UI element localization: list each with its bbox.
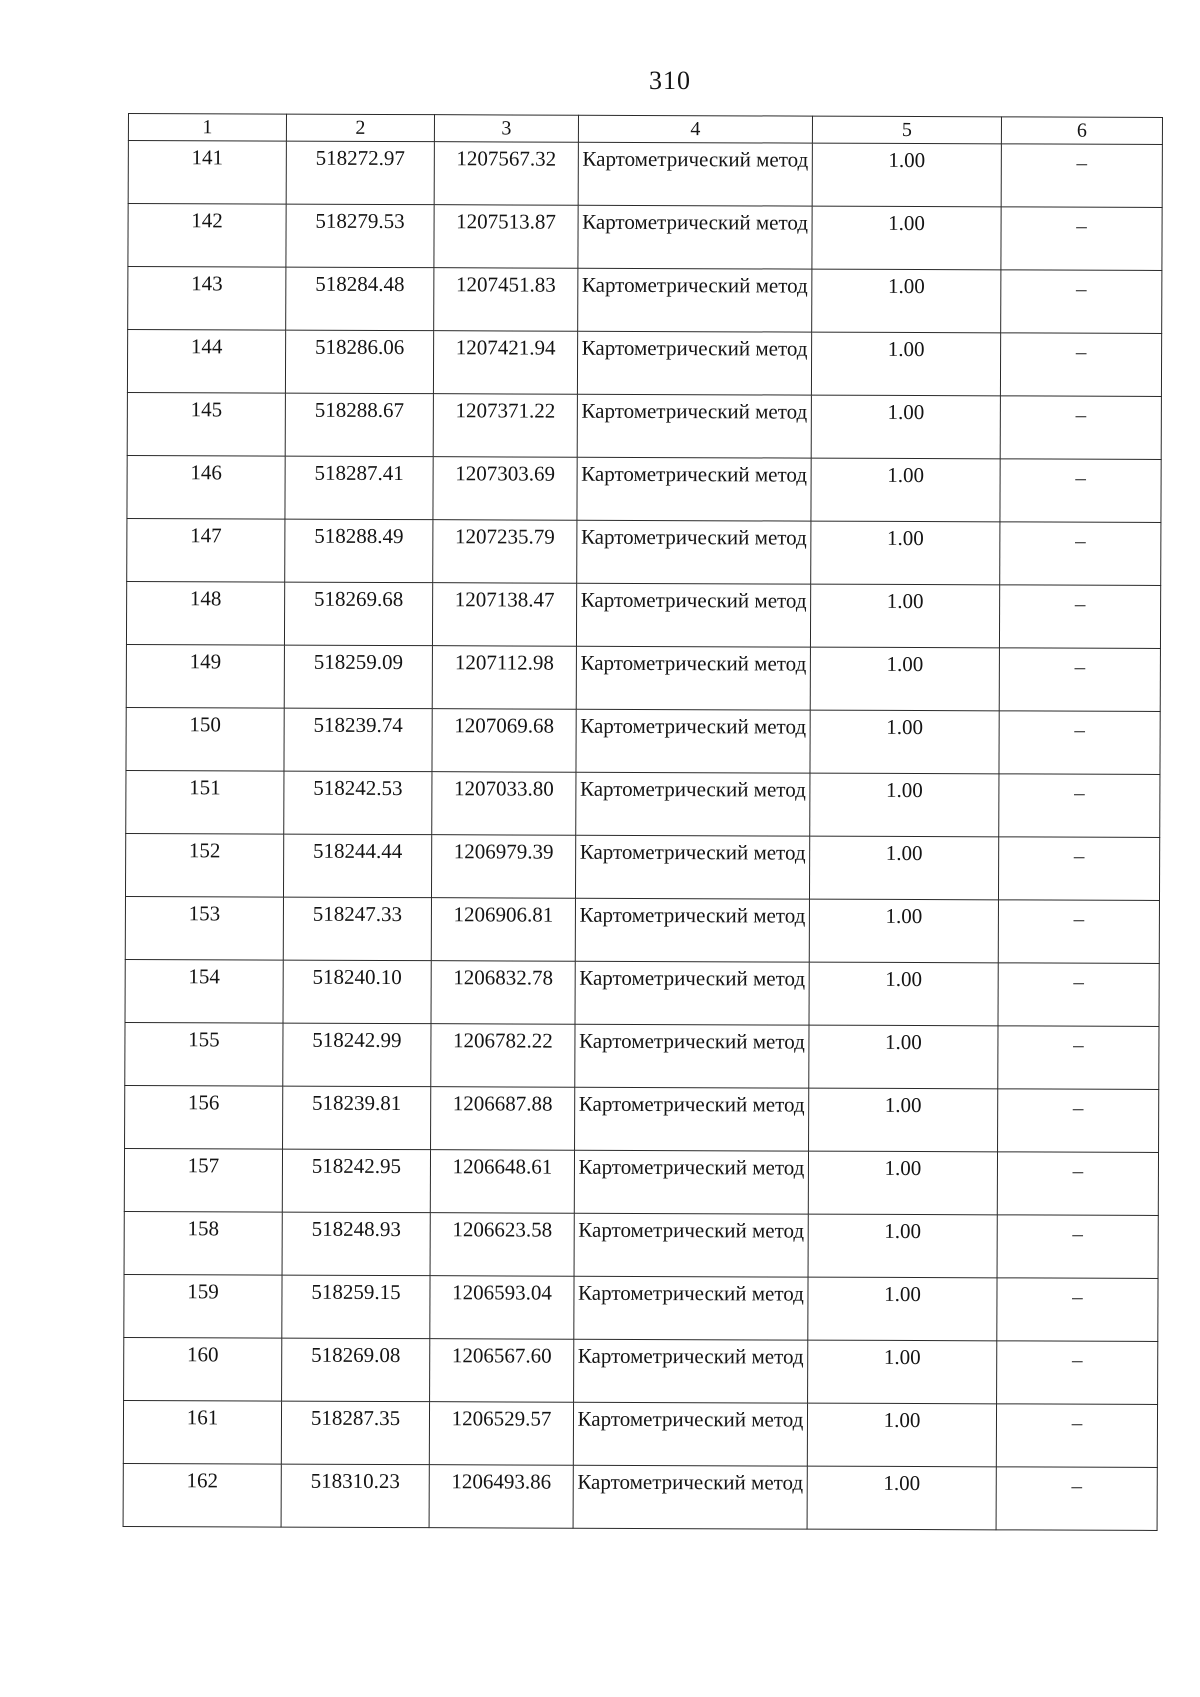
note-cell: – — [998, 1026, 1159, 1090]
accuracy-cell: 1.00 — [809, 1025, 998, 1089]
table-row — [128, 267, 1162, 334]
accuracy-cell: 1.00 — [810, 584, 999, 648]
point-number-cell: 141 — [128, 141, 286, 205]
accuracy-cell: 1.00 — [809, 899, 998, 963]
column-header-3: 3 — [434, 115, 578, 143]
note-cell: – — [997, 1341, 1158, 1405]
method-cell: Картометрический метод — [577, 457, 811, 521]
y-coordinate-cell: 1206979.39 — [431, 835, 575, 899]
x-coordinate-cell: 518287.41 — [285, 456, 433, 520]
table-row — [125, 1022, 1159, 1089]
table-row — [125, 896, 1159, 963]
note-cell: – — [997, 1152, 1158, 1216]
y-coordinate-cell: 1206493.86 — [429, 1465, 573, 1529]
accuracy-cell: 1.00 — [810, 773, 999, 837]
point-number-cell: 152 — [125, 833, 283, 897]
note-cell: – — [997, 1278, 1158, 1342]
table-row — [127, 392, 1161, 459]
method-cell: Картометрический метод — [577, 520, 811, 584]
accuracy-cell: 1.00 — [812, 206, 1001, 270]
x-coordinate-cell: 518239.74 — [284, 708, 432, 772]
method-cell: Картометрический метод — [575, 1024, 809, 1088]
method-cell: Картометрический метод — [575, 835, 809, 899]
x-coordinate-cell: 518288.67 — [285, 393, 433, 457]
point-number-cell: 157 — [124, 1148, 282, 1212]
note-cell: – — [1000, 459, 1161, 523]
coordinates-table — [123, 113, 1163, 1531]
point-number-cell: 144 — [127, 330, 285, 394]
accuracy-cell: 1.00 — [808, 1340, 997, 1404]
x-coordinate-cell: 518259.09 — [284, 645, 432, 709]
point-number-cell: 151 — [126, 770, 284, 834]
table-row — [126, 770, 1160, 837]
method-cell: Картометрический метод — [578, 205, 812, 269]
column-header-5: 5 — [812, 116, 1001, 144]
x-coordinate-cell: 518242.53 — [284, 771, 432, 835]
note-cell: – — [998, 1089, 1159, 1153]
note-cell: – — [996, 1404, 1157, 1468]
table-row — [128, 204, 1162, 271]
y-coordinate-cell: 1207513.87 — [434, 205, 578, 269]
point-number-cell: 150 — [126, 707, 284, 771]
x-coordinate-cell: 518248.93 — [282, 1212, 430, 1276]
y-coordinate-cell: 1206782.22 — [431, 1024, 575, 1088]
coordinates-table-wrapper — [123, 113, 1162, 1531]
accuracy-cell: 1.00 — [808, 1277, 997, 1341]
point-number-cell: 145 — [127, 392, 285, 456]
method-cell: Картометрический метод — [576, 646, 810, 710]
point-number-cell: 159 — [124, 1274, 282, 1338]
note-cell: – — [1001, 207, 1162, 271]
x-coordinate-cell: 518287.35 — [281, 1401, 429, 1465]
point-number-cell: 158 — [124, 1211, 282, 1275]
method-cell: Картометрический метод — [575, 1087, 809, 1151]
note-cell: – — [1000, 396, 1161, 460]
y-coordinate-cell: 1206593.04 — [430, 1276, 574, 1340]
table-row — [123, 1400, 1157, 1467]
method-cell: Картометрический метод — [575, 961, 809, 1025]
table-row — [126, 644, 1160, 711]
x-coordinate-cell: 518284.48 — [286, 267, 434, 331]
accuracy-cell: 1.00 — [807, 1403, 996, 1467]
method-cell: Картометрический метод — [576, 772, 810, 836]
point-number-cell: 155 — [125, 1022, 283, 1086]
note-cell: – — [998, 900, 1159, 964]
table-row — [124, 1337, 1158, 1404]
y-coordinate-cell: 1207303.69 — [433, 457, 577, 521]
point-number-cell: 161 — [123, 1400, 281, 1464]
note-cell: – — [998, 963, 1159, 1027]
accuracy-cell: 1.00 — [808, 1151, 997, 1215]
y-coordinate-cell: 1206623.58 — [430, 1213, 574, 1277]
method-cell: Картометрический метод — [574, 1213, 808, 1277]
accuracy-cell: 1.00 — [809, 1088, 998, 1152]
point-number-cell: 154 — [125, 959, 283, 1023]
method-cell: Картометрический метод — [578, 268, 812, 332]
method-cell: Картометрический метод — [574, 1276, 808, 1340]
x-coordinate-cell: 518288.49 — [285, 519, 433, 583]
table-header-row — [128, 114, 1162, 145]
note-cell: – — [999, 774, 1160, 838]
y-coordinate-cell: 1207567.32 — [434, 142, 578, 206]
x-coordinate-cell: 518286.06 — [285, 330, 433, 394]
y-coordinate-cell: 1207421.94 — [433, 331, 577, 395]
x-coordinate-cell: 518259.15 — [282, 1275, 430, 1339]
table-row — [126, 581, 1160, 648]
note-cell: – — [996, 1467, 1157, 1531]
accuracy-cell: 1.00 — [810, 710, 999, 774]
x-coordinate-cell: 518279.53 — [286, 204, 434, 268]
column-header-4: 4 — [578, 115, 812, 143]
y-coordinate-cell: 1206648.61 — [430, 1150, 574, 1214]
accuracy-cell: 1.00 — [810, 647, 999, 711]
x-coordinate-cell: 518242.99 — [283, 1023, 431, 1087]
point-number-cell: 153 — [125, 896, 283, 960]
table-row — [125, 1085, 1159, 1152]
x-coordinate-cell: 518269.08 — [282, 1338, 430, 1402]
table-row — [124, 1148, 1158, 1215]
y-coordinate-cell: 1207112.98 — [432, 646, 576, 710]
method-cell: Картометрический метод — [578, 142, 812, 206]
accuracy-cell: 1.00 — [811, 458, 1000, 522]
accuracy-cell: 1.00 — [811, 332, 1000, 396]
table-row — [125, 959, 1159, 1026]
table-row — [126, 707, 1160, 774]
y-coordinate-cell: 1207235.79 — [433, 520, 577, 584]
note-cell: – — [1000, 333, 1161, 397]
x-coordinate-cell: 518239.81 — [283, 1086, 431, 1150]
method-cell: Картометрический метод — [576, 583, 810, 647]
accuracy-cell: 1.00 — [812, 269, 1001, 333]
method-cell: Картометрический метод — [573, 1402, 807, 1466]
point-number-cell: 162 — [123, 1463, 281, 1527]
note-cell: – — [998, 837, 1159, 901]
x-coordinate-cell: 518272.97 — [286, 141, 434, 205]
note-cell: – — [999, 711, 1160, 775]
point-number-cell: 148 — [126, 581, 284, 645]
note-cell: – — [997, 1215, 1158, 1279]
column-header-2: 2 — [286, 114, 434, 142]
accuracy-cell: 1.00 — [808, 1214, 997, 1278]
y-coordinate-cell: 1207138.47 — [432, 583, 576, 647]
table-row — [127, 518, 1161, 585]
method-cell: Картометрический метод — [574, 1339, 808, 1403]
column-header-6: 6 — [1001, 117, 1162, 145]
method-cell: Картометрический метод — [574, 1150, 808, 1214]
table-row — [124, 1274, 1158, 1341]
x-coordinate-cell: 518240.10 — [283, 960, 431, 1024]
table-row — [127, 455, 1161, 522]
note-cell: – — [999, 585, 1160, 649]
table-row — [123, 1463, 1157, 1530]
y-coordinate-cell: 1207033.80 — [432, 772, 576, 836]
column-header-1: 1 — [128, 114, 286, 142]
y-coordinate-cell: 1206906.81 — [431, 898, 575, 962]
note-cell: – — [999, 648, 1160, 712]
table-row — [124, 1211, 1158, 1278]
accuracy-cell: 1.00 — [807, 1466, 996, 1530]
y-coordinate-cell: 1207069.68 — [432, 709, 576, 773]
point-number-cell: 146 — [127, 455, 285, 519]
x-coordinate-cell: 518247.33 — [283, 897, 431, 961]
page-number: 310 — [649, 66, 691, 95]
y-coordinate-cell: 1206832.78 — [431, 961, 575, 1025]
method-cell: Картометрический метод — [577, 331, 811, 395]
method-cell: Картометрический метод — [577, 394, 811, 458]
table-body — [123, 141, 1162, 1531]
y-coordinate-cell: 1206529.57 — [429, 1402, 573, 1466]
method-cell: Картометрический метод — [576, 709, 810, 773]
x-coordinate-cell: 518242.95 — [282, 1149, 430, 1213]
method-cell: Картометрический метод — [573, 1465, 807, 1529]
accuracy-cell: 1.00 — [809, 962, 998, 1026]
point-number-cell: 160 — [124, 1337, 282, 1401]
table-row — [128, 141, 1162, 208]
y-coordinate-cell: 1206687.88 — [431, 1087, 575, 1151]
point-number-cell: 156 — [125, 1085, 283, 1149]
table-row — [125, 833, 1159, 900]
point-number-cell: 147 — [127, 518, 285, 582]
accuracy-cell: 1.00 — [811, 521, 1000, 585]
point-number-cell: 143 — [128, 267, 286, 331]
accuracy-cell: 1.00 — [812, 143, 1001, 207]
x-coordinate-cell: 518244.44 — [283, 834, 431, 898]
note-cell: – — [1001, 144, 1162, 208]
point-number-cell: 149 — [126, 644, 284, 708]
point-number-cell: 142 — [128, 204, 286, 268]
x-coordinate-cell: 518310.23 — [281, 1464, 429, 1528]
method-cell: Картометрический метод — [575, 898, 809, 962]
accuracy-cell: 1.00 — [811, 395, 1000, 459]
y-coordinate-cell: 1207451.83 — [434, 268, 578, 332]
table-row — [127, 330, 1161, 397]
x-coordinate-cell: 518269.68 — [284, 582, 432, 646]
y-coordinate-cell: 1206567.60 — [430, 1339, 574, 1403]
y-coordinate-cell: 1207371.22 — [433, 394, 577, 458]
accuracy-cell: 1.00 — [809, 836, 998, 900]
note-cell: – — [1000, 522, 1161, 586]
note-cell: – — [1001, 270, 1162, 334]
